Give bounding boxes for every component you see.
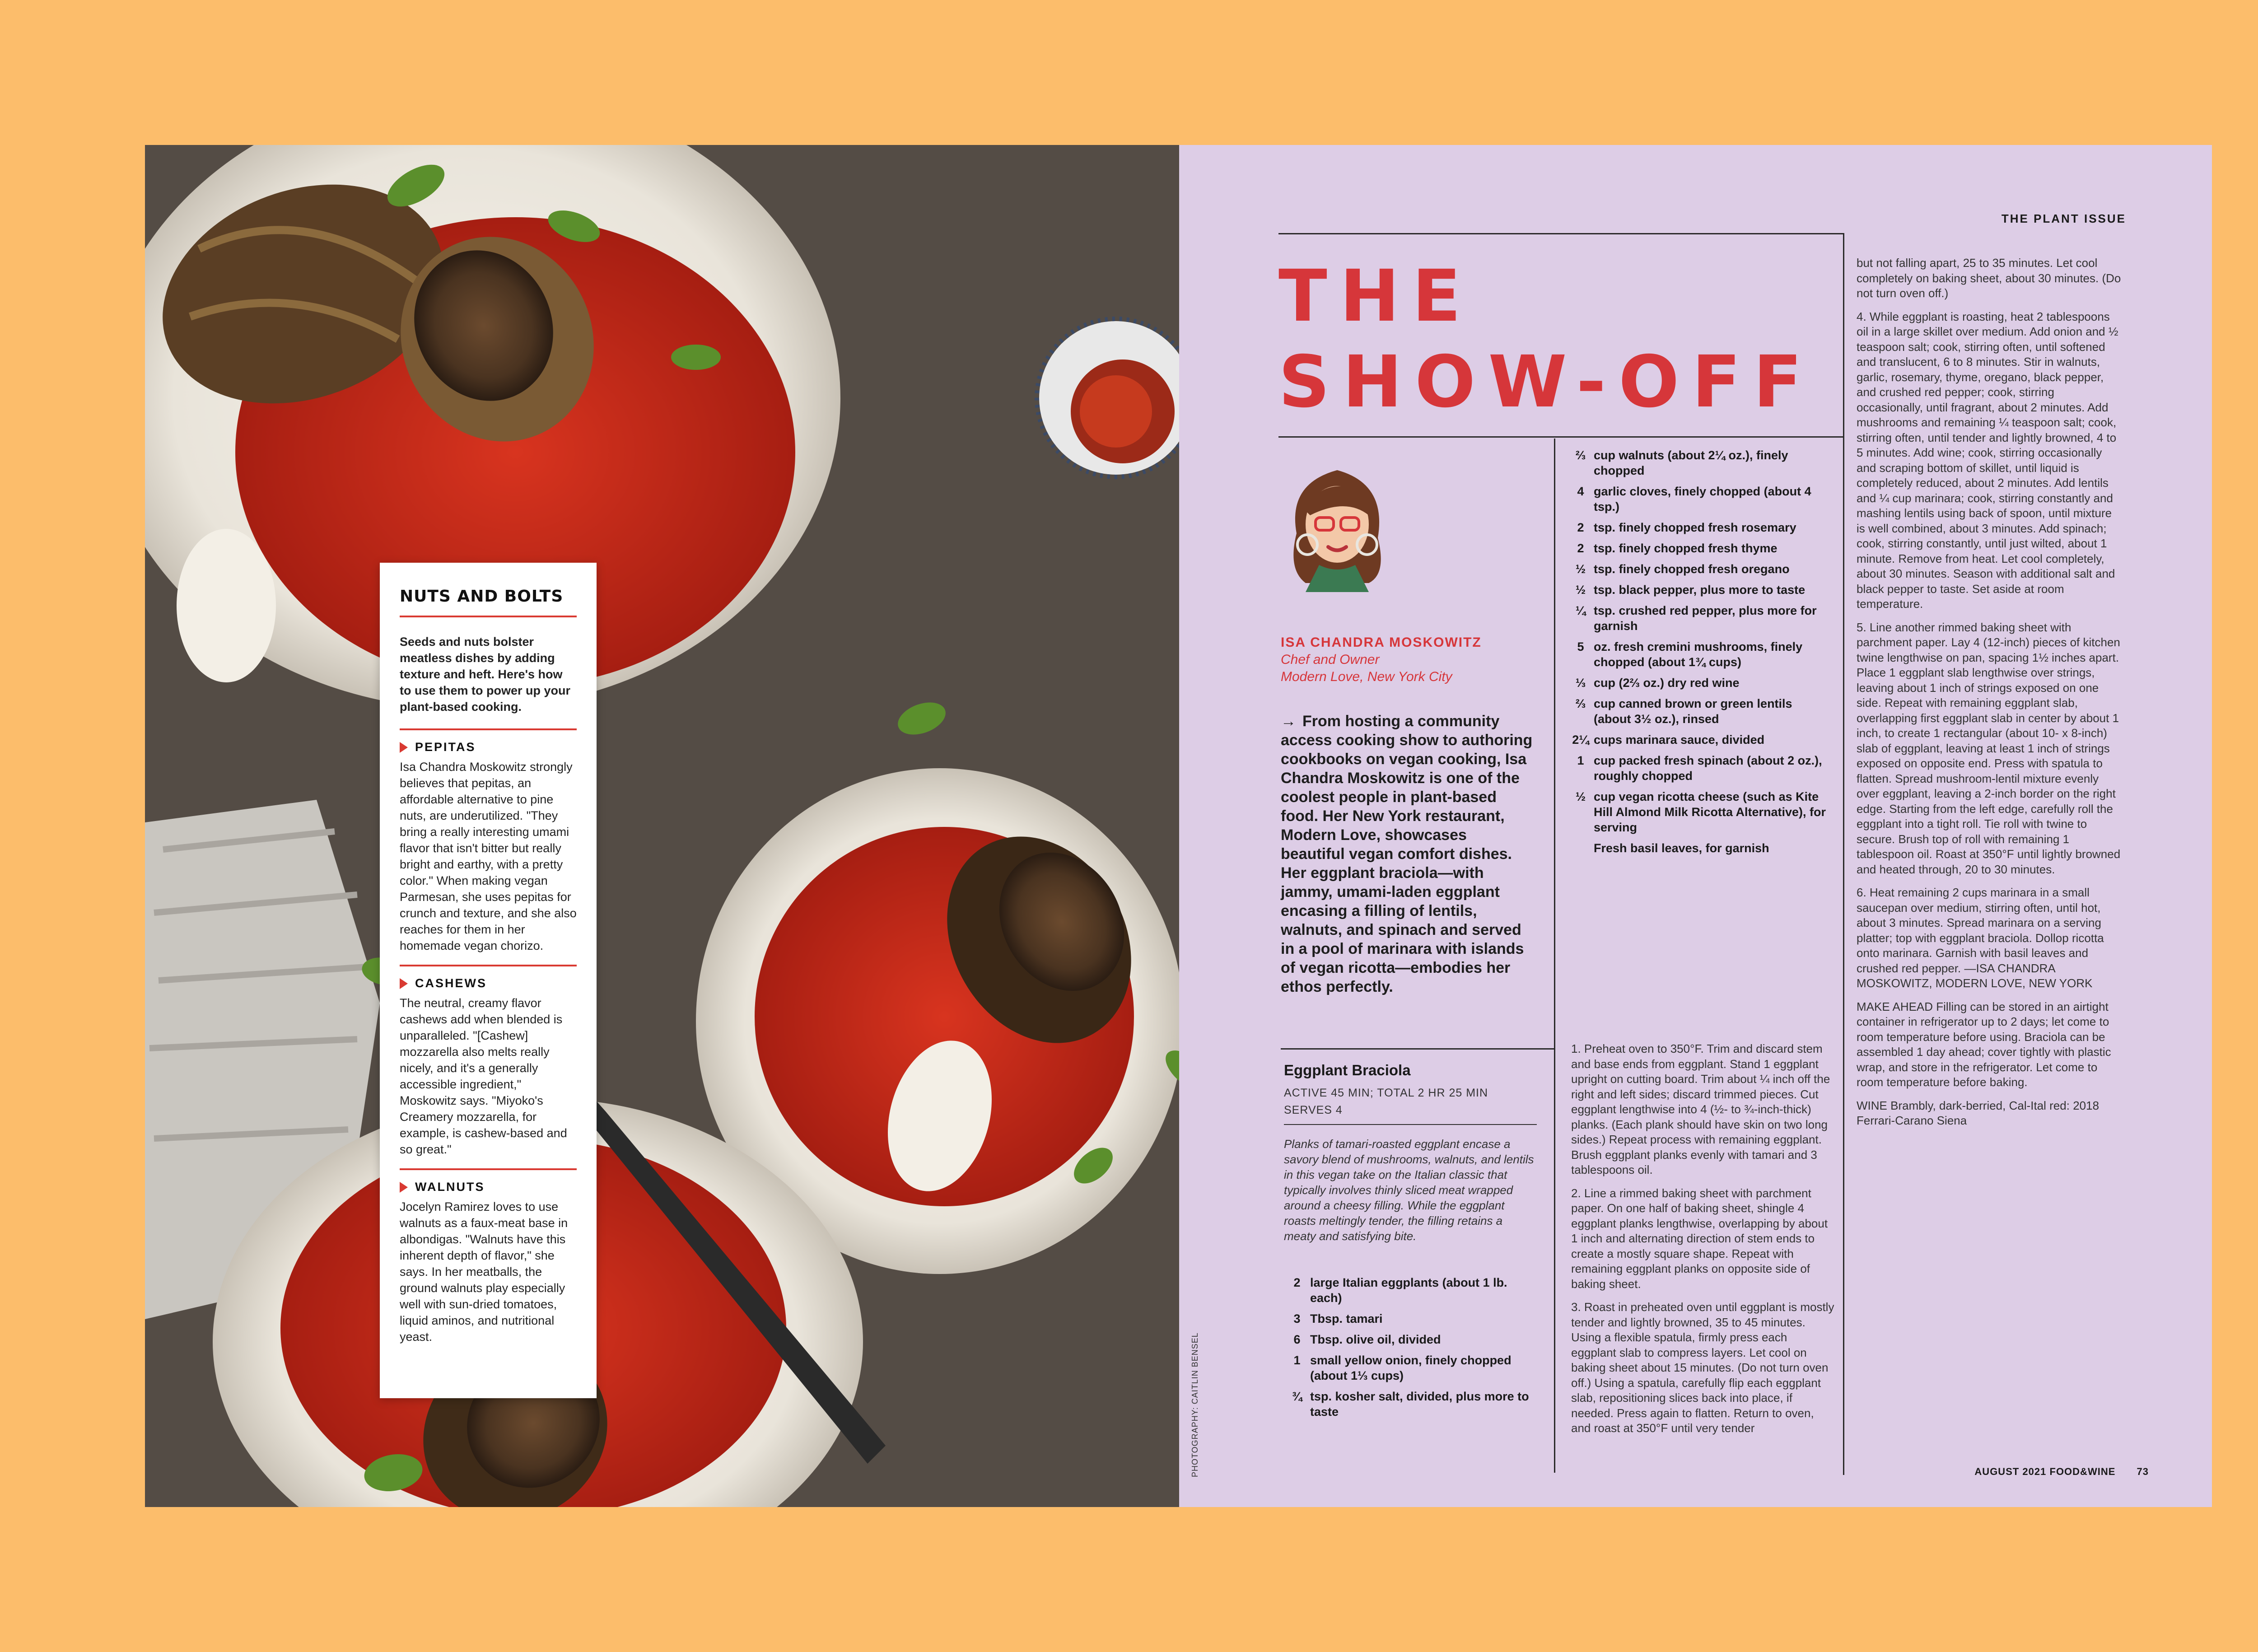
triangle-bullet-icon — [400, 1182, 408, 1193]
ingredient: 2 tsp. finely chopped fresh rosemary — [1577, 521, 1796, 534]
nuts-and-bolts-sidebar — [380, 563, 597, 1398]
author-portrait-illustration — [1278, 457, 1396, 592]
ingredient: ¼ tsp. crushed red pepper, plus more for garnish — [1575, 604, 1817, 633]
food-photo-illustration — [145, 145, 1179, 1507]
wine-note: WINE Brambly, dark-berried, Cal-Ital red: 2018 Ferrari-Carano Siena — [1857, 1098, 2099, 1127]
recipe-step: 1. Preheat oven to 350°F. Trim and discard stem and base ends from eggplant. Stand 1 eggplant upright on cutting board. Trim about ¼ inch off the right and left sides; discard trimmed pieces. Cut eggplant lengthwise into 4 (½- to ¾-inch-thick) planks. (Each plank should have skin on two long sides.) Repeat process with remaining eggplant. Brush eggplant planks evenly with tamari and 3 tablespoons oil. — [1571, 1042, 1830, 1176]
ingredient-list-a — [1284, 1275, 1537, 1425]
triangle-bullet-icon — [400, 742, 408, 753]
food-photo — [145, 145, 1179, 1507]
recipe-title: Eggplant Braciola — [1284, 1062, 1411, 1078]
ingredient: ½ cup vegan ricotta cheese (such as Kite Hill Almond Milk Ricotta Alternative), for serving — [1575, 790, 1826, 834]
column-divider — [1843, 233, 1844, 1475]
article-intro — [1281, 712, 1534, 996]
page-title — [1278, 253, 1815, 425]
recipe-step: 6. Heat remaining 2 cups marinara in a small saucepan over medium, stirring often, until hot, about 3 minutes. Spread marinara on a serving platter; top with eggplant braciola. Dollop ricotta onto marinara. Garnish with basil leaves and crushed red pepper. —ISA CHANDRA MOSKOWITZ, MODERN LOVE, NEW YORK — [1857, 886, 2104, 990]
ricotta — [177, 529, 276, 682]
ingredient: ½ tsp. black pepper, plus more to taste — [1575, 583, 1805, 597]
photo-credit: PHOTOGRAPHY: CAITLIN BENSEL — [1190, 1332, 1199, 1477]
arrow-right-icon: → — [1281, 713, 1296, 730]
make-ahead-note: MAKE AHEAD Filling can be stored in an airtight container in refrigerator up to 2 days; let come to room temperature before using. Braciola can be assembled 1 day ahead; cover tightly with plastic wrap, and store in the refrigerator. Let come to room temperature before baking. — [1857, 999, 2111, 1089]
recipe-description: Planks of tamari-roasted eggplant encase a savory blend of mushrooms, walnuts, and lentils in this vegan take on the Italian classic that typically involves thinly sliced meat wrapped around a cheesy filling. While the eggplant roasts meltingly tender, the filling retains a meaty and satisfying bite. — [1284, 1137, 1534, 1243]
author-name: ISA CHANDRA MOSKOWITZ — [1281, 635, 1482, 650]
divider — [1281, 1048, 1554, 1050]
ingredient: 5 oz. fresh cremini mushrooms, finely chopped (about 1¾ cups) — [1577, 640, 1803, 669]
title-line-1: THE — [1278, 255, 1474, 338]
sidebar-intro: Seeds and nuts bolster meatless dishes by adding texture and heft. Here's how to use them to power up your plant-based cooking. — [400, 635, 571, 714]
sidebar-section-heading: WALNUTS — [415, 1180, 485, 1194]
section-label: THE PLANT ISSUE — [2001, 212, 2126, 225]
ingredient: ⅔ cup walnuts (about 2¼ oz.), finely chopped — [1575, 448, 1788, 477]
ingredient-list-b — [1568, 448, 1829, 861]
ingredient: 3 Tbsp. tamari — [1293, 1312, 1383, 1325]
sidebar-section-body: The neutral, creamy flavor cashews add when blended is unparalleled. "[Cashew] mozzarella also melts really nicely, and it's a generally accessible ingredient," Moskowitz says. "Miyoko's Creamery mozzarella, for example, is cashew-based and so great." — [400, 996, 567, 1156]
ingredient: 2 large Italian eggplants (about 1 lb. each) — [1293, 1276, 1507, 1305]
divider — [1284, 1124, 1537, 1125]
sidebar-title: NUTS AND BOLTS — [400, 587, 577, 617]
sidebar-section-heading: PEPITAS — [415, 740, 476, 754]
triangle-bullet-icon — [400, 978, 408, 989]
sidebar-section-heading: CASHEWS — [415, 976, 487, 990]
ingredient: 4 garlic cloves, finely chopped (about 4 tsp.) — [1577, 485, 1811, 513]
recipe-step: 5. Line another rimmed baking sheet with parchment paper. Lay 4 (12-inch) pieces of kitchen twine lengthwise on pan, spacing 1½ inches apart. Place 1 eggplant slab lengthwise over strings, leaving about 1 inch of strings exposed on one side. Repeat with remaining eggplant slab, overlapping first eggplant slab in center by about 1 inch, to create 1 rectangular (about 10- x 8-inch) slab of eggplant, leaving at least 1 inch of strings exposed on opposite end. Press with spatula to flatten. Spread mushroom-lentil mixture evenly over eggplant, leaving a 2-inch border on the right edge. Starting from the left edge, carefully roll the eggplant into a tight roll. Tie roll with twine to secure. Brush top of roll with remaining 1 tablespoon oil. Roast at 350°F until lightly browned and heated through, 20 to 30 minutes. — [1857, 620, 2121, 876]
divider — [1278, 233, 1843, 234]
recipe-steps-column-2 — [1857, 256, 2123, 1137]
sidebar-section-walnuts — [400, 1168, 577, 1345]
article-page — [1179, 145, 2212, 1507]
ingredient: 6 Tbsp. olive oil, divided — [1293, 1333, 1441, 1346]
recipe-time: ACTIVE 45 MIN; TOTAL 2 HR 25 MIN — [1284, 1087, 1488, 1099]
sidebar-section-pepitas — [400, 728, 577, 954]
recipe-steps-column-1 — [1571, 1041, 1835, 1444]
sidebar-section-body: Jocelyn Ramirez loves to use walnuts as a faux-meat base in albondigas. "Walnuts have this inherent depth of flavor," she says. In her meatballs, the ground walnuts play especially well with sun-dried tomatoes, liquid aminos, and nutritional yeast. — [400, 1200, 568, 1344]
ingredient: Fresh basil leaves, for garnish — [1594, 841, 1769, 855]
ingredient: 2 tsp. finely chopped fresh thyme — [1577, 541, 1777, 555]
sidebar-section-body: Isa Chandra Moskowitz strongly believes that pepitas, an affordable alternative to pine nuts, are underutilized. "They bring a really interesting umami flavor that isn't bitter but really bright and earthy, with a pretty color." When making vegan Parmesan, she uses pepitas for crunch and texture, and she also reaches for them in her homemade vegan chorizo. — [400, 760, 577, 952]
ingredient: ⅔ cup canned brown or green lentils (about 3½ oz.), rinsed — [1575, 697, 1792, 726]
ingredient: ½ tsp. finely chopped fresh oregano — [1575, 562, 1790, 576]
column-divider — [1554, 439, 1555, 1473]
issue-date: AUGUST 2021 — [1974, 1466, 2047, 1477]
recipe-step: 3. Roast in preheated oven until eggplant is mostly tender and lightly browned, 35 to 45 minutes. Using a flexible spatula, firmly press each eggplant slab to compress layers. Let cool on baking sheet about 15 minutes. (Do not turn oven off.) Using a spatula, carefully flip each eggplant slab, repositioning slices back into place, if needed. Press again to flatten. Return to oven, and roast at 350°F until very tender — [1571, 1300, 1834, 1435]
magazine-name: FOOD&WINE — [2049, 1466, 2116, 1477]
recipe-step: 4. While eggplant is roasting, heat 2 tablespoons oil in a large skillet over medium. Add onion and ½ teaspoon salt; cook, stirring often, until softened and translucent, 6 to 8 minutes. Stir in walnuts, garlic, rosemary, thyme, oregano, black pepper, and crushed red pepper; cook, stirring occasionally, until fragrant, about 2 minutes. Add mushrooms and remaining ¼ teaspoon salt; cook, stirring often, until tender and lightly browned, 4 to 5 minutes. Add wine; cook, stirring occasionally and scraping bottom of skillet, until liquid is completely reduced, about 2 minutes. Add lentils and ¼ cup marinara; cook, stirring constantly and mashing lentils using back of spoon, until mixture is well combined, about 3 minutes. Add spinach; cook, stirring constantly, until just wilted, about 1 minute. Remove from heat. Let cool completely, about 30 minutes. Season with additional salt and black pepper to taste. Set aside at room temperature. — [1857, 309, 2118, 611]
page-footer — [1974, 1466, 2149, 1478]
recipe-step: 2. Line a rimmed baking sheet with parchment paper. On one half of baking sheet, shingle 4 eggplant planks lengthwise, overlapping by about 1 inch and alternating direction of stem ends to create a mostly square shape. Repeat with remaining eggplant planks on opposite side of baking sheet. — [1571, 1186, 1828, 1291]
ingredient: ⅓ cup (2⅔ oz.) dry red wine — [1575, 676, 1740, 690]
ingredient: 2¼ cups marinara sauce, divided — [1572, 733, 1765, 747]
author-place: Modern Love, New York City — [1281, 669, 1452, 684]
divider — [1278, 436, 1843, 438]
sidebar-section-cashews — [400, 965, 577, 1157]
title-line-2: SHOW-OFF — [1278, 341, 1815, 424]
author-role: Chef and Owner — [1281, 652, 1380, 667]
ingredient: 1 cup packed fresh spinach (about 2 oz.), roughly chopped — [1577, 754, 1822, 783]
intro-text: From hosting a community access cooking show to authoring cookbooks on vegan cooking, Isa Chandra Moskowitz is one of the coolest people in plant-based food. Her New York restaurant, Modern Love, showcases beautiful vegan comfort dishes. Her eggplant braciola—with jammy, umami-laden eggplant encasing a filling of lentils, walnuts, and spinach and served in a pool of marinara with islands of vegan ricotta—embodies her ethos perfectly. — [1281, 713, 1533, 995]
page-number: 73 — [2137, 1466, 2149, 1477]
recipe-step: but not falling apart, 25 to 35 minutes. Let cool completely on baking sheet, about 30 minutes. (Do not turn oven off.) — [1857, 256, 2121, 300]
recipe-serves: SERVES 4 — [1284, 1104, 1343, 1116]
ingredient: ¾ tsp. kosher salt, divided, plus more to taste — [1292, 1390, 1529, 1419]
ingredient: 1 small yellow onion, finely chopped (about 1⅓ cups) — [1293, 1353, 1512, 1382]
